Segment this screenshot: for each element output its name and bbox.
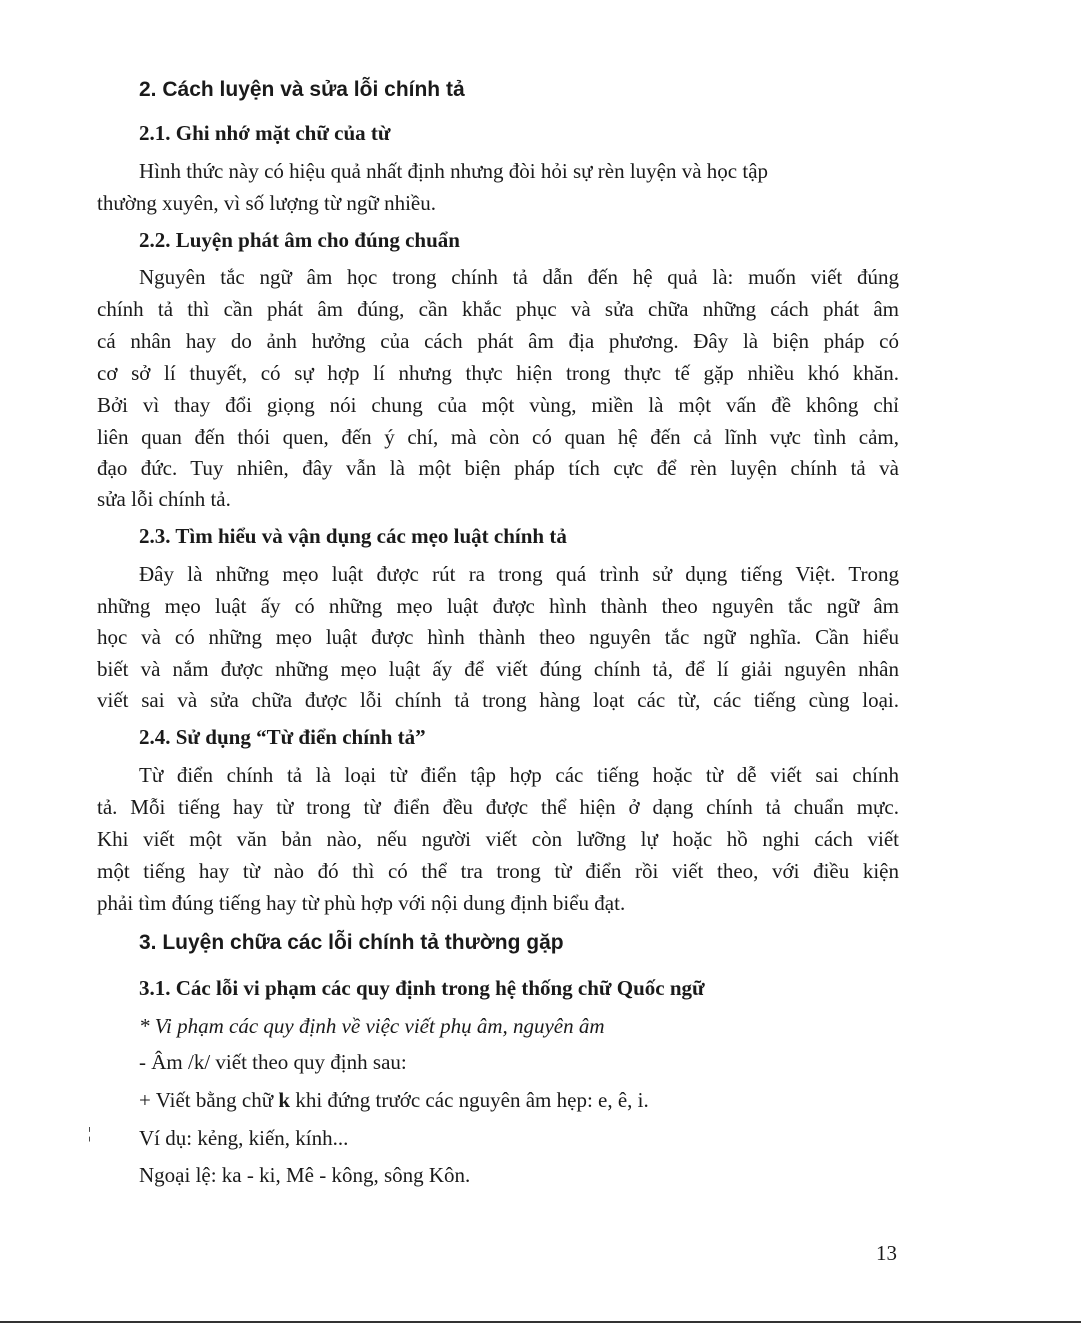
- paragraph-line: Khi viết một văn bản nào, nếu người viết còn lưỡng lự hoặc hồ nghi cách viết: [97, 827, 899, 851]
- page-number: 13: [876, 1241, 897, 1265]
- paragraph-line: liên quan đến thói quen, đến ý chí, mà còn có quan hệ đến cả lĩnh vực tình cảm,: [97, 425, 899, 449]
- section-2-2-heading: 2.2. Luyện phát âm cho đúng chuẩn: [139, 228, 460, 252]
- paragraph-line: học và có những mẹo luật được hình thành theo nguyên tắc ngữ nghĩa. Cần hiểu: [97, 625, 899, 649]
- paragraph-line: Bởi vì thay đổi giọng nói chung của một vùng, miền là một vấn đề không chỉ: [97, 393, 899, 417]
- paragraph-line: viết sai và sửa chữa được lỗi chính tả trong hàng loạt các từ, các tiếng cùng loại.: [97, 688, 899, 712]
- paragraph-line: Nguyên tắc ngữ âm học trong chính tả dẫn đến hệ quả là: muốn viết đúng: [139, 265, 899, 289]
- paragraph-line: những mẹo luật ấy có những mẹo luật được hình thành theo nguyên tắc ngữ âm: [97, 594, 899, 618]
- section-2-heading: 2. Cách luyện và sửa lỗi chính tả: [139, 78, 465, 101]
- section-2-1-heading: 2.1. Ghi nhớ mặt chữ của từ: [139, 121, 391, 145]
- bottom-border-line: [0, 1321, 1081, 1323]
- paragraph-line: cá nhân hay do ảnh hưởng của cách phát âm địa phương. Đây là biện pháp có: [97, 329, 899, 353]
- italic-subheading: * Vi phạm các quy định về việc viết phụ âm, nguyên âm: [139, 1014, 605, 1038]
- section-2-4-heading: 2.4. Sử dụng “Từ điển chính tả”: [139, 725, 426, 749]
- paragraph-line: đạo đức. Tuy nhiên, đây vẫn là một biện pháp tích cực để rèn luyện chính tả và: [97, 456, 899, 480]
- paragraph-line: Đây là những mẹo luật được rút ra trong quá trình sử dụng tiếng Việt. Trong: [139, 562, 899, 586]
- paragraph-line: tả. Mỗi tiếng hay từ trong từ điển đều được thể hiện ở dạng chính tả chuẩn mực.: [97, 795, 899, 819]
- margin-mark: ¦: [88, 1125, 92, 1142]
- example-line: Ví dụ: kẻng, kiến, kính...: [139, 1126, 349, 1150]
- paragraph-line: một tiếng hay từ nào đó thì có thể tra trong từ điển rồi viết theo, với điều kiện: [97, 859, 899, 883]
- rule-line: - Âm /k/ viết theo quy định sau:: [139, 1050, 407, 1074]
- paragraph-line: chính tả thì cần phát âm đúng, cần khắc phục và sửa chữa những cách phát âm: [97, 297, 899, 321]
- paragraph-line: Từ điển chính tả là loại từ điển tập hợp các tiếng hoặc từ dễ viết sai chính: [139, 763, 899, 787]
- paragraph-line: cơ sở lí thuyết, có sự hợp lí nhưng thực hiện trong thực tế gặp nhiều khó khăn.: [97, 361, 899, 385]
- rule-line-k: [139, 1087, 649, 1113]
- section-3-heading: 3. Luyện chữa các lỗi chính tả thường gặp: [139, 931, 564, 954]
- rule-text-post: khi đứng trước các nguyên âm hẹp: e, ê, i.: [290, 1088, 649, 1112]
- rule-text-pre: + Viết bằng chữ: [139, 1088, 279, 1112]
- paragraph-line: Hình thức này có hiệu quả nhất định nhưng đòi hỏi sự rèn luyện và học tập: [139, 159, 769, 183]
- paragraph-line: sửa lỗi chính tả.: [97, 487, 231, 511]
- paragraph-line: thường xuyên, vì số lượng từ ngữ nhiều.: [97, 191, 436, 215]
- section-3-1-heading: 3.1. Các lỗi vi phạm các quy định trong hệ thống chữ Quốc ngữ: [139, 976, 705, 1000]
- paragraph-line: biết và nắm được những mẹo luật ấy để viết đúng chính tả, để lí giải nguyên nhân: [97, 657, 899, 681]
- exception-line: Ngoại lệ: ka - ki, Mê - kông, sông Kôn.: [139, 1163, 471, 1187]
- letter-k: k: [278, 1088, 291, 1112]
- paragraph-line: phải tìm đúng tiếng hay từ phù hợp với nội dung định biểu đạt.: [97, 891, 626, 915]
- section-2-3-heading: 2.3. Tìm hiểu và vận dụng các mẹo luật chính tả: [139, 524, 567, 548]
